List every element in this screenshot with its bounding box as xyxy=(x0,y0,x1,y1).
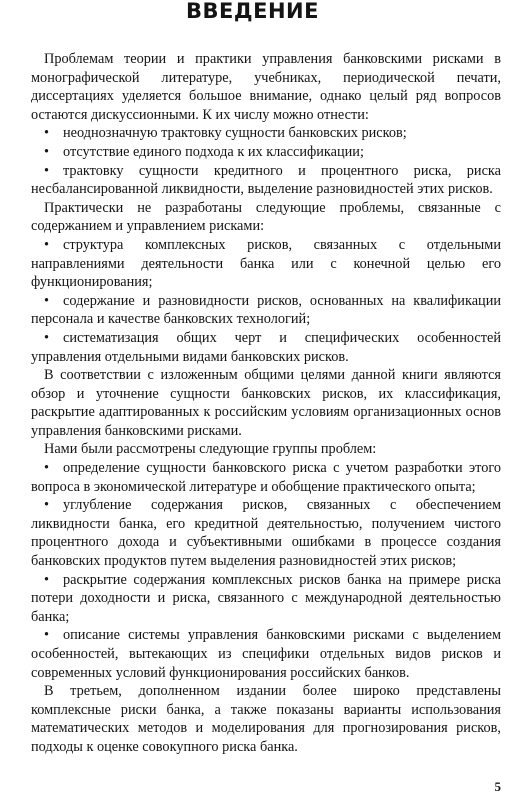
paragraph: Нами были рассмотрены следующие группы проблем: xyxy=(44,441,377,458)
bullet-text: раскрытие содержания комплексных рисков банка на примере риска потери доходности и риска, связанного с международной деятельностью банка; xyxy=(31,571,501,625)
bullet-text: определение сущности банковского риска с учетом разработки этого вопроса в экономической литературе и обобщение практического опыта; xyxy=(31,460,501,495)
bullet-item xyxy=(31,571,501,627)
paragraph: В соответствии с изложенным общими целями данной книги являются обзор и уточнение сущности банковских рисков, их классификация, раскрытие адаптированных к российским условиям организационных основ управления банковскими рисками. xyxy=(31,367,501,439)
bullet-marker: • xyxy=(44,460,50,477)
bullet-item xyxy=(31,496,501,570)
bullet-marker: • xyxy=(44,497,50,514)
bullet-text: содержание и разновидности рисков, основанных на квалификации персонала и качестве банковских технологий; xyxy=(31,292,501,328)
bullet-item xyxy=(31,459,501,496)
bullet-item xyxy=(31,626,501,682)
paragraph: Практически не разработаны следующие проблемы, связанные с содержанием и управлением рисками: xyxy=(31,199,501,235)
bullet-marker: • xyxy=(44,143,50,160)
bullet-item xyxy=(31,124,501,143)
bullet-item xyxy=(31,162,501,199)
bullet-marker: • xyxy=(44,292,50,309)
paragraph: В третьем, дополненном издании более широко представлены комплексные риски банка, а также показаны варианты использования математических методов и моделирования для прогнозирования рисков, подходы к оценке совокупного риска банка. xyxy=(31,683,501,755)
bullet-marker: • xyxy=(44,571,50,588)
page-number: 5 xyxy=(494,779,501,794)
bullet-item xyxy=(31,143,501,162)
bullet-marker: • xyxy=(44,329,50,346)
bullet-item xyxy=(31,329,501,366)
bullet-text: структура комплексных рисков, связанных с отдельными направлениями деятельности банка или с конечной целью его функционирования; xyxy=(31,236,501,291)
bullet-item xyxy=(31,236,501,292)
bullet-marker: • xyxy=(44,236,50,253)
bullet-text: систематизация общих черт и специфических особенностей управления отдельными видами банковских рисков. xyxy=(31,329,501,365)
page-title: ВВЕДЕНИЕ xyxy=(186,0,319,23)
bullet-text: углубление содержания рисков, связанных с обеспечением ликвидности банка, его кредитной деятельностью, получением чистого процентного дохода и субъективными ошибками в процессе создания банковских продуктов путем выделения разновидностей этих рисков; xyxy=(31,497,501,570)
bullet-text: трактовку сущности кредитного и процентного риска, риска несбалансированной ликвидности, выделение разновидностей этих рисков. xyxy=(31,162,501,198)
body-text xyxy=(31,50,501,757)
bullet-marker: • xyxy=(44,125,50,142)
paragraph: Проблемам теории и практики управления банковскими рисками в монографической литературе, учебниках, периодической печати, диссертациях уделяется большое внимание, однако целый ряд вопросов остаются дискуссионными. К их числу можно отнести: xyxy=(31,51,501,123)
bullet-item xyxy=(31,292,501,329)
bullet-text: описание системы управления банковскими рисками с выделением особенностей, вытекающих из специфики отдельных видов рисков и современных условий функционирования российских банков. xyxy=(31,627,501,681)
bullet-text: неоднозначную трактовку сущности банковских рисков; xyxy=(63,125,407,142)
bullet-marker: • xyxy=(44,162,50,179)
bullet-text: отсутствие единого подхода к их классификации; xyxy=(63,143,364,160)
bullet-marker: • xyxy=(44,627,50,644)
